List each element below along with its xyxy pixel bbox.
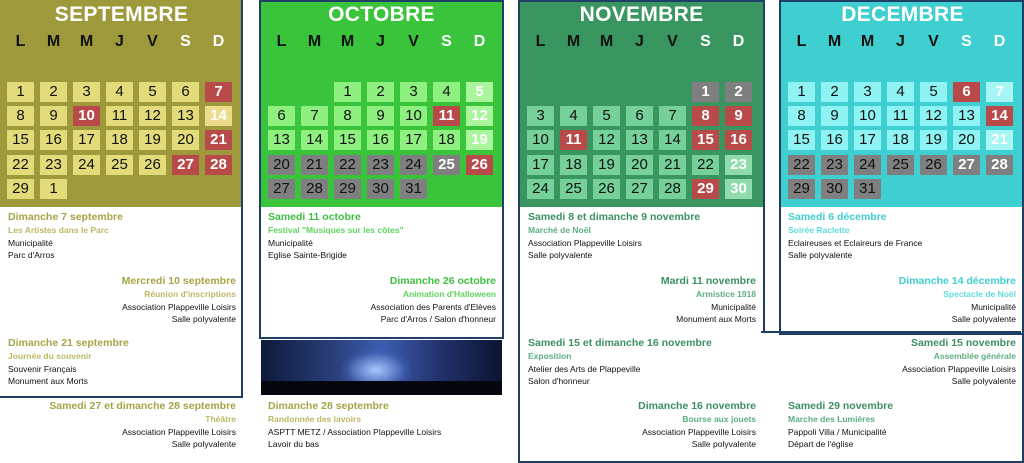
weekday-label: M (307, 33, 322, 50)
calendar-day: 5 (466, 82, 493, 102)
event-organizer: Association Plappeville Loisirs (528, 238, 642, 248)
event-nov-11 (661, 274, 756, 325)
event-organizer: Association Plappeville Loisirs (122, 302, 236, 312)
calendar-day: 29 (692, 179, 719, 199)
calendar-day: 25 (433, 155, 460, 175)
event-date: Dimanche 7 septembre (8, 211, 123, 223)
weekday-label: V (408, 33, 419, 50)
event-place: Salle polyvalente (951, 314, 1016, 324)
calendar-day: 23 (821, 155, 848, 175)
calendar-day: 16 (725, 130, 752, 150)
weekday-label: M (599, 33, 614, 50)
calendar-day: 17 (400, 130, 427, 150)
calendar-day: 20 (172, 130, 199, 150)
calendar-day: 21 (205, 130, 232, 150)
calendar-day: 15 (7, 130, 34, 150)
calendar-day: 26 (593, 179, 620, 199)
weekday-label: M (46, 33, 61, 50)
event-title: Festival "Musiques sur les côtes" (268, 225, 404, 235)
event-date: Dimanche 16 novembre (638, 400, 756, 412)
calendar-day: 23 (725, 155, 752, 175)
calendar-day: 2 (367, 82, 394, 102)
calendar-day: 2 (821, 82, 848, 102)
calendar-day: 8 (7, 106, 34, 126)
calendar-day: 6 (626, 106, 653, 126)
calendar-day: 21 (659, 155, 686, 175)
event-date: Dimanche 21 septembre (8, 337, 129, 349)
calendar-day: 11 (433, 106, 460, 126)
weekday-label: J (896, 33, 905, 50)
calendar-day: 14 (659, 130, 686, 150)
calendar-day: 14 (205, 106, 232, 126)
weekday-label: M (860, 33, 875, 50)
calendar-day: 27 (172, 155, 199, 175)
calendar-day: 24 (400, 155, 427, 175)
event-title: Marche des Lumières (788, 414, 875, 424)
event-date: Samedi 15 novembre (910, 337, 1016, 349)
event-organizer: Municipalité (711, 302, 756, 312)
weekday-label: S (961, 33, 972, 50)
calendar-day: 13 (953, 106, 980, 126)
calendar-day: 10 (854, 106, 881, 126)
calendar-day: 4 (433, 82, 460, 102)
event-title: Randonnée des lavoirs (268, 414, 362, 424)
calendar-day: 8 (692, 106, 719, 126)
event-place: Monument aux Morts (676, 314, 756, 324)
event-place: Salle polyvalente (171, 439, 236, 449)
calendar-day: 26 (466, 155, 493, 175)
calendar-day: 28 (301, 179, 328, 199)
event-date: Mardi 11 novembre (660, 275, 756, 287)
calendar-day: 15 (788, 130, 815, 150)
calendar-day: 31 (400, 179, 427, 199)
event-sep-28 (268, 399, 441, 450)
month-title: OCTOBRE (328, 3, 435, 26)
calendar-day: 22 (788, 155, 815, 175)
event-place: Eglise Sainte-Brigide (268, 250, 347, 260)
event-title: Spectacle de Noël (943, 289, 1016, 299)
calendar-day: 19 (139, 130, 166, 150)
weekday-label: M (827, 33, 842, 50)
calendar-day: 18 (560, 155, 587, 175)
calendar-novembre (520, 0, 763, 207)
event-title: Journée du souvenir (8, 351, 92, 361)
calendar-day: 22 (334, 155, 361, 175)
weekday-label: L (535, 33, 546, 50)
weekday-label: S (441, 33, 452, 50)
calendar-day: 16 (367, 130, 394, 150)
calendar-day: 13 (268, 130, 295, 150)
calendar-day: 25 (887, 155, 914, 175)
event-place: Parc d'Arros / Salon d'honneur (380, 314, 496, 324)
calendar-day: 24 (527, 179, 554, 199)
calendar-day: 28 (986, 155, 1013, 175)
calendar-decembre (781, 0, 1024, 207)
event-place: Départ de l'église (788, 439, 854, 449)
event-date: Samedi 29 novembre (788, 400, 894, 412)
event-organizer: Atelier des Arts de Plappeville (528, 364, 641, 374)
weekday-label: D (732, 33, 745, 50)
calendar-day: 12 (139, 106, 166, 126)
calendar-day: 13 (172, 106, 199, 126)
calendar-day: 20 (268, 155, 295, 175)
event-title: Soirée Raclette (788, 225, 850, 235)
calendar-day: 12 (920, 106, 947, 126)
event-oct-26 (371, 274, 496, 325)
calendar-day: 17 (73, 130, 100, 150)
event-sep-7 (8, 210, 123, 261)
calendar-day: 1 (7, 82, 34, 102)
calendar-day: 20 (953, 130, 980, 150)
weekday-label: S (700, 33, 711, 50)
calendar-day: 2 (725, 82, 752, 102)
calendar-day: 10 (400, 106, 427, 126)
calendar-day: 18 (433, 130, 460, 150)
calendar-day: 25 (106, 155, 133, 175)
calendar-day: 26 (139, 155, 166, 175)
weekday-label: J (376, 33, 385, 50)
calendar-day: 30 (367, 179, 394, 199)
calendar-day: 8 (334, 106, 361, 126)
weekday-label: D (473, 33, 486, 50)
event-nov-15 (902, 336, 1016, 387)
event-place: Monument aux Morts (8, 376, 88, 386)
calendar-day: 11 (560, 130, 587, 150)
event-date: Samedi 8 et dimanche 9 novembre (528, 211, 701, 223)
calendar-day: 18 (887, 130, 914, 150)
event-dec-14 (899, 274, 1016, 325)
event-place: Salle polyvalente (171, 314, 236, 324)
calendar-day: 29 (788, 179, 815, 199)
calendar-day: 19 (466, 130, 493, 150)
event-date: Mercredi 10 septembre (121, 275, 236, 287)
weekday-label: V (928, 33, 939, 50)
calendar-day: 3 (854, 82, 881, 102)
concert-photo (261, 340, 502, 395)
calendar-day: 8 (788, 106, 815, 126)
event-place: Salle polyvalente (528, 250, 593, 260)
weekday-label: S (180, 33, 191, 50)
event-place: Salle polyvalente (951, 376, 1016, 386)
calendar-day: 20 (626, 155, 653, 175)
event-organizer: Eclaireuses et Eclaireurs de France (788, 238, 923, 248)
event-organizer: Association des Parents d'Elèves (370, 302, 496, 312)
calendar-day: 24 (73, 155, 100, 175)
event-sep-10 (122, 274, 236, 325)
calendar-day: 27 (626, 179, 653, 199)
weekday-label: D (212, 33, 225, 50)
calendar-day: 3 (73, 82, 100, 102)
event-organizer: Municipalité (8, 238, 53, 248)
calendar-day: 5 (139, 82, 166, 102)
calendar-day: 5 (593, 106, 620, 126)
calendar-day: 9 (40, 106, 67, 126)
calendar-day: 1 (334, 82, 361, 102)
calendar-day: 22 (7, 155, 34, 175)
calendar-day: 1 (788, 82, 815, 102)
calendar-day: 21 (301, 155, 328, 175)
calendar-day: 29 (334, 179, 361, 199)
calendar-day: 23 (40, 155, 67, 175)
calendar-day: 10 (527, 130, 554, 150)
calendar-day: 7 (659, 106, 686, 126)
weekday-label: M (79, 33, 94, 50)
calendar-day: 11 (106, 106, 133, 126)
calendar-day: 7 (205, 82, 232, 102)
event-organizer: Association Plappeville Loisirs (122, 427, 236, 437)
event-sep-21 (8, 336, 129, 387)
calendar-day: 19 (593, 155, 620, 175)
event-place: Lavoir du bas (268, 439, 320, 449)
weekday-label: V (147, 33, 158, 50)
audience-silhouette (261, 381, 502, 395)
calendar-octobre (261, 0, 502, 207)
event-place: Parc d'Arros (8, 250, 55, 260)
calendar-day: 15 (334, 130, 361, 150)
calendar-day: 29 (7, 179, 34, 199)
calendar-day: 3 (400, 82, 427, 102)
weekday-label: D (993, 33, 1006, 50)
event-organizer: Pappoli Villa / Municipalité (788, 427, 887, 437)
frame-novembre-mid (761, 331, 1021, 333)
calendar-day: 15 (692, 130, 719, 150)
event-organizer: Municipalité (971, 302, 1016, 312)
calendar-day: 3 (527, 106, 554, 126)
calendar-day: 16 (821, 130, 848, 150)
calendar-day: 23 (367, 155, 394, 175)
calendar-day: 9 (725, 106, 752, 126)
event-title: Marché de Noël (528, 225, 591, 235)
weekday-label: V (667, 33, 678, 50)
calendar-day: 17 (854, 130, 881, 150)
calendar-day: 30 (725, 179, 752, 199)
event-date: Dimanche 26 octobre (389, 275, 496, 287)
event-title: Réunion d'inscriptions (144, 289, 236, 299)
calendar-day: 21 (986, 130, 1013, 150)
calendar-day: 13 (626, 130, 653, 150)
calendar-day: 14 (301, 130, 328, 150)
event-date: Dimanche 14 décembre (898, 275, 1016, 287)
calendar-day: 6 (268, 106, 295, 126)
calendar-day: 25 (560, 179, 587, 199)
event-date: Samedi 11 octobre (268, 211, 361, 223)
event-organizer: Municipalité (268, 238, 313, 248)
event-place: Salle polyvalente (691, 439, 756, 449)
event-organizer: Association Plappeville Loisirs (642, 427, 756, 437)
calendar-day: 11 (887, 106, 914, 126)
calendar-day: 14 (986, 106, 1013, 126)
calendar-day: 28 (205, 155, 232, 175)
calendar-day: 6 (172, 82, 199, 102)
calendar-day: 31 (854, 179, 881, 199)
calendar-day: 12 (593, 130, 620, 150)
event-nov-15-16 (528, 336, 712, 387)
event-organizer: Souvenir Français (8, 364, 77, 374)
calendar-day: 1 (692, 82, 719, 102)
event-nov-16 (638, 399, 756, 450)
event-title: Bourse aux jouets (682, 414, 756, 424)
month-title: NOVEMBRE (579, 3, 704, 26)
event-place: Salon d'honneur (528, 376, 590, 386)
calendar-day: 4 (106, 82, 133, 102)
calendar-day: 4 (560, 106, 587, 126)
month-title: SEPTEMBRE (54, 3, 189, 26)
calendar-day: 22 (692, 155, 719, 175)
calendar-day: 4 (887, 82, 914, 102)
calendar-septembre (0, 0, 243, 207)
event-title: Théâtre (205, 414, 236, 424)
event-date: Samedi 6 décembre (788, 211, 887, 223)
weekday-label: L (15, 33, 26, 50)
calendar-day: 6 (953, 82, 980, 102)
calendar-day: 18 (106, 130, 133, 150)
event-title: Les Artistes dans le Parc (8, 225, 109, 235)
event-title: Assemblée générale (933, 351, 1016, 361)
event-organizer: ASPTT METZ / Association Plappeville Loisirs (268, 427, 442, 437)
calendar-day: 2 (40, 82, 67, 102)
event-title: Animation d'Halloween (402, 289, 496, 299)
calendar-day: 30 (821, 179, 848, 199)
calendar-day: 27 (953, 155, 980, 175)
event-title: Armistice 1918 (695, 289, 756, 299)
calendar-day: 9 (821, 106, 848, 126)
event-date: Dimanche 28 septembre (268, 400, 389, 412)
calendar-day: 5 (920, 82, 947, 102)
event-nov-29 (788, 399, 893, 450)
month-title: DECEMBRE (841, 3, 964, 26)
calendar-day: 24 (854, 155, 881, 175)
weekday-label: M (566, 33, 581, 50)
event-dec-6 (788, 210, 922, 261)
calendar-day: 27 (268, 179, 295, 199)
calendar-day: 9 (367, 106, 394, 126)
event-sep-27-28 (49, 399, 236, 450)
calendar-day: 16 (40, 130, 67, 150)
event-organizer: Association Plappeville Loisirs (902, 364, 1016, 374)
weekday-label: M (340, 33, 355, 50)
calendar-day: 7 (301, 106, 328, 126)
calendar-day: 12 (466, 106, 493, 126)
calendar-day: 19 (920, 130, 947, 150)
calendar-day: 17 (527, 155, 554, 175)
weekday-label: L (796, 33, 807, 50)
weekday-label: J (115, 33, 124, 50)
event-title: Exposition (528, 351, 572, 361)
weekday-label: L (276, 33, 287, 50)
weekday-label: J (635, 33, 644, 50)
event-place: Salle polyvalente (788, 250, 853, 260)
calendar-day: 28 (659, 179, 686, 199)
calendar-day: 1 (40, 179, 67, 199)
event-date: Samedi 15 et dimanche 16 novembre (528, 337, 712, 349)
event-nov-8-9 (528, 210, 700, 261)
calendar-day: 26 (920, 155, 947, 175)
calendar-day: 7 (986, 82, 1013, 102)
event-date: Samedi 27 et dimanche 28 septembre (49, 400, 236, 412)
event-oct-11 (268, 210, 404, 261)
calendar-day: 10 (73, 106, 100, 126)
